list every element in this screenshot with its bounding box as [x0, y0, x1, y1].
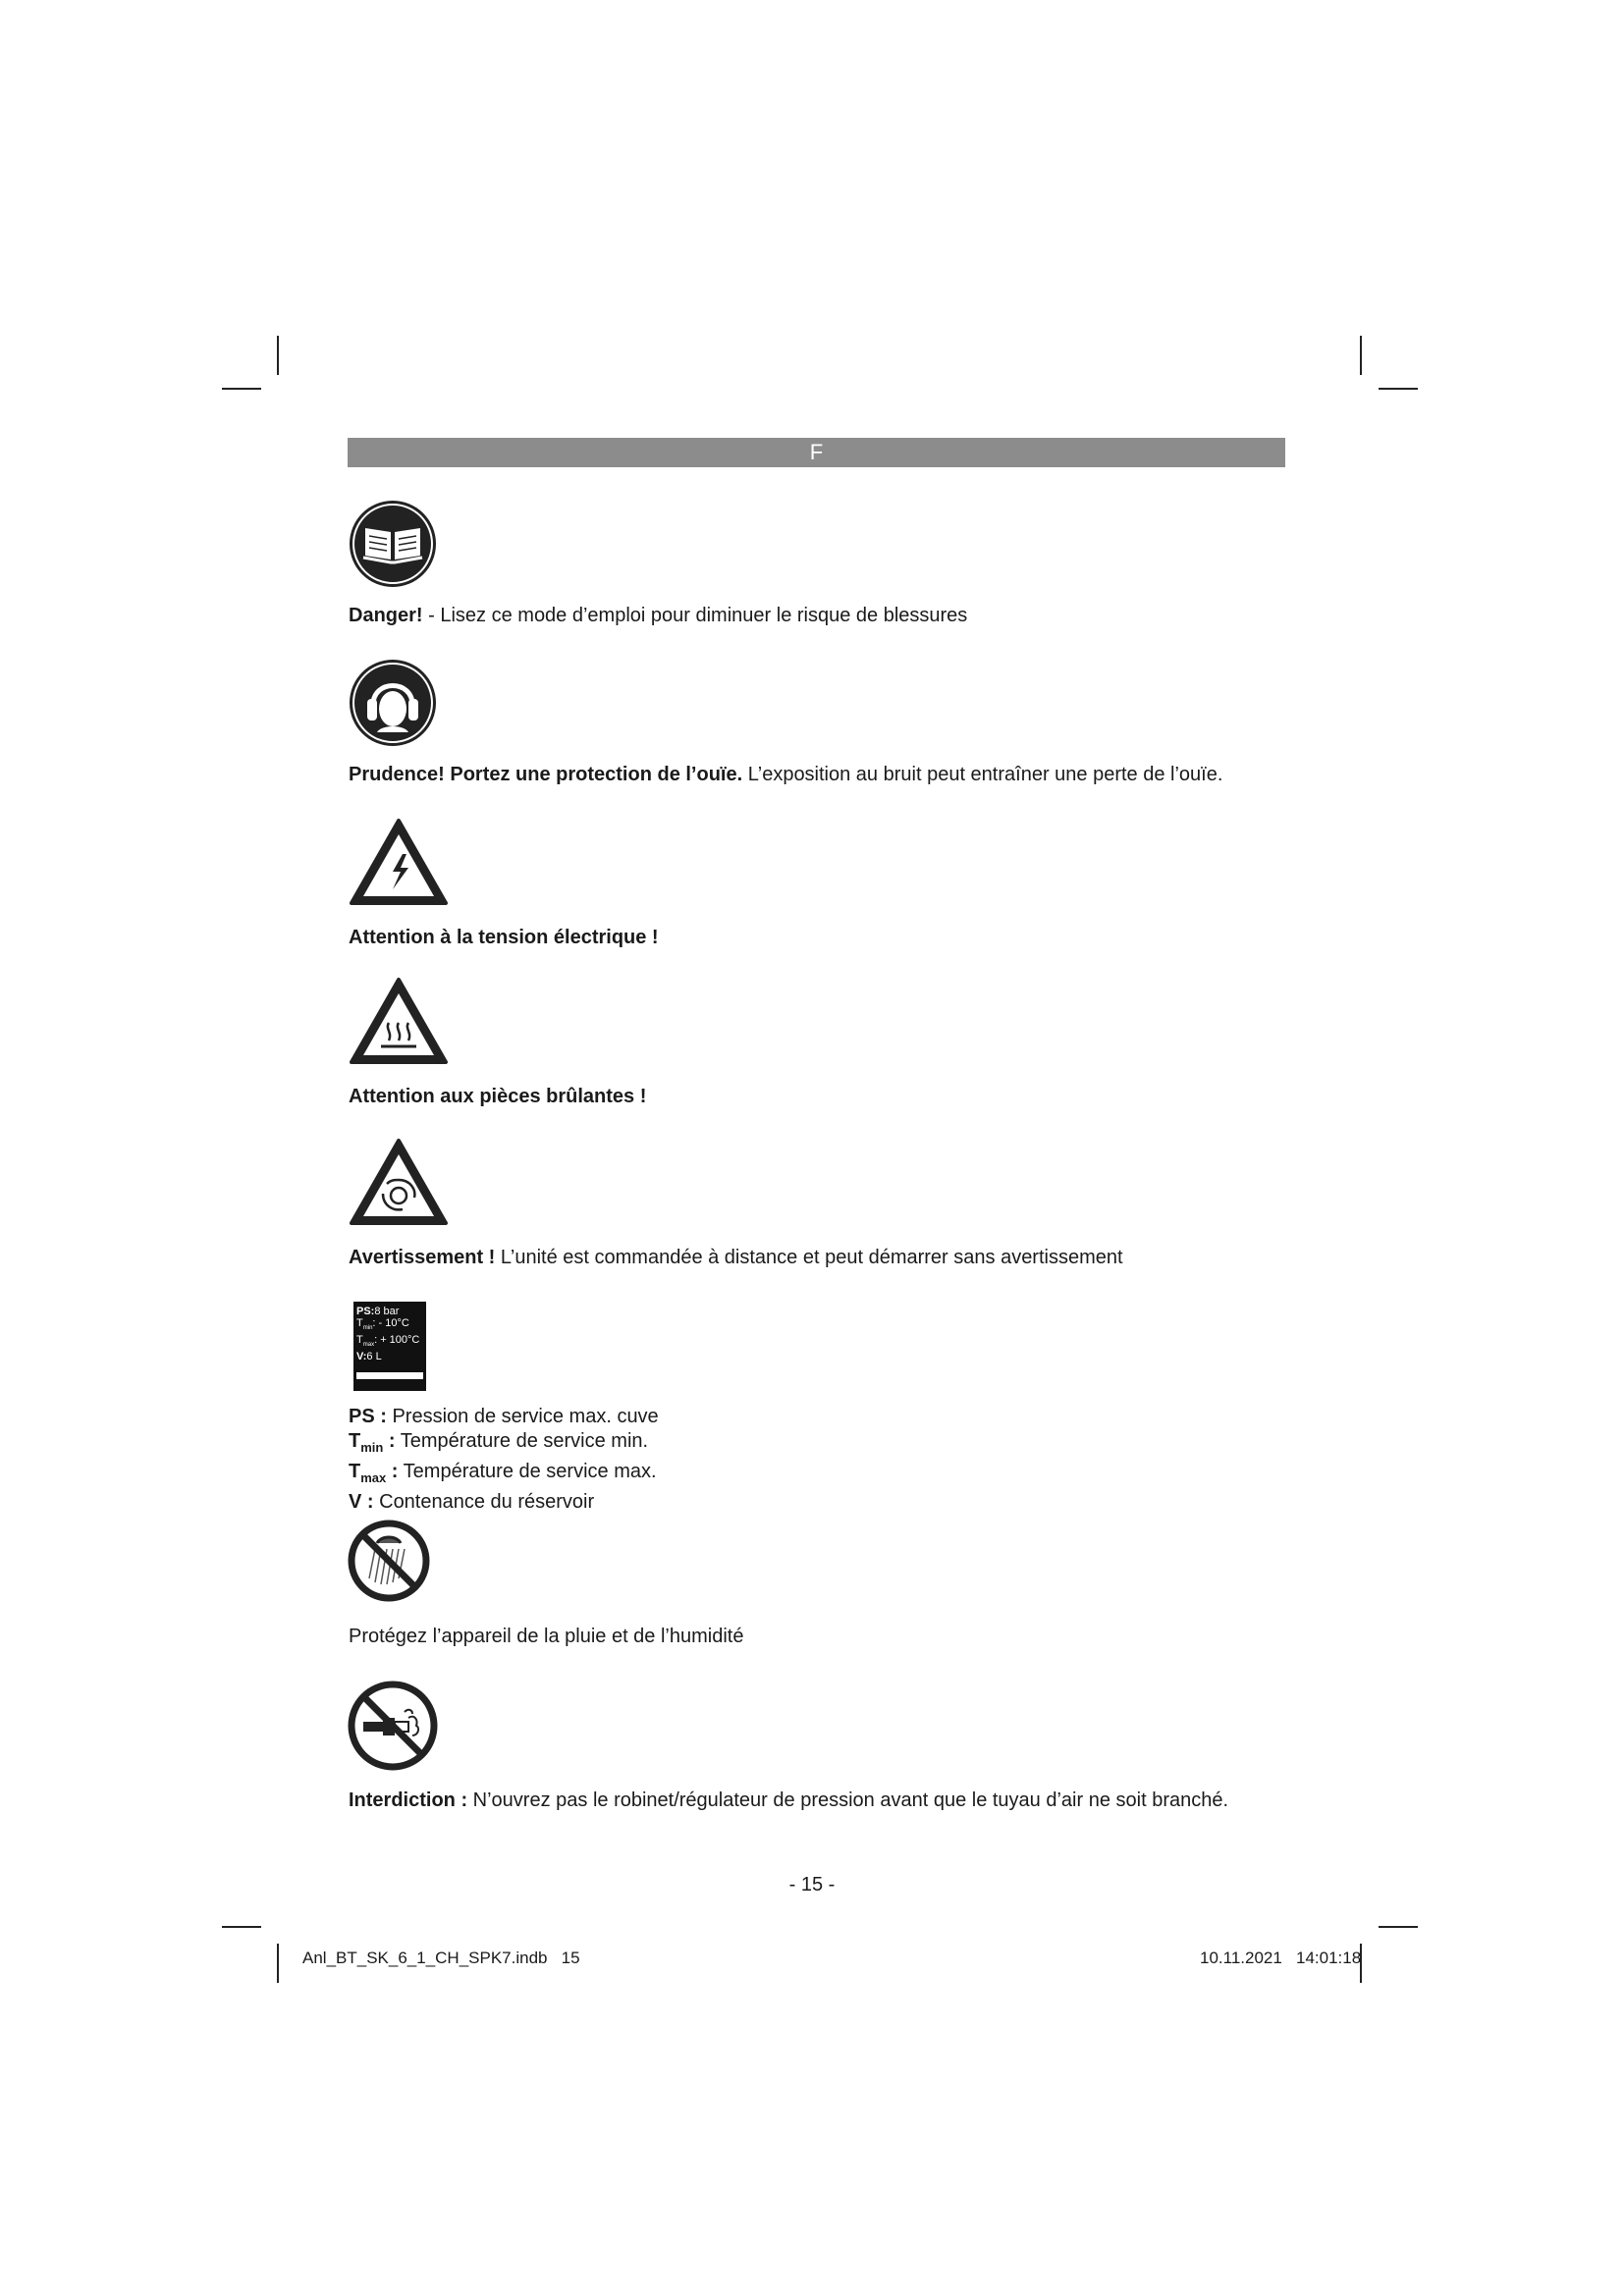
footer-file-name [302, 1949, 580, 1968]
language-header-bar [348, 438, 1285, 467]
caption-lead: Attention aux pièces brûlantes ! [349, 1086, 647, 1107]
caption-text: L’unité est commandée à distance et peut démarrer sans avertissement [495, 1247, 1123, 1268]
plate-tmax-label: T [356, 1334, 363, 1347]
caption-lead: Attention à la tension électrique ! [349, 927, 659, 948]
legend-separator: : [383, 1430, 396, 1452]
symbol-caption [349, 1084, 646, 1109]
caption-text: - Lisez ce mode d’emploi pour diminuer le risque de blessures [422, 605, 968, 626]
legend-subscript: max [360, 1470, 387, 1485]
footer-date-text: 10.11.2021 14:01:18 [1200, 1949, 1362, 1967]
crop-mark [222, 1926, 261, 1928]
crop-mark [277, 1944, 279, 1983]
plate-tmax-value: : + 100°C [374, 1334, 420, 1347]
rating-plate-icon [353, 1302, 426, 1391]
legend-row [349, 1460, 659, 1490]
caption-lead: Avertissement ! [349, 1247, 496, 1268]
rating-plate-legend [349, 1405, 659, 1515]
plate-stripe [356, 1372, 423, 1379]
no-open-valve-icon [348, 1681, 438, 1771]
symbol-caption [349, 925, 659, 950]
footer-date-time [1200, 1949, 1361, 1968]
caption-lead: Prudence! Portez une protection de l’ouïe. [349, 764, 743, 785]
symbol-caption [349, 1624, 743, 1649]
legend-text: Température de service min. [395, 1430, 649, 1452]
legend-symbol: T [349, 1461, 361, 1482]
legend-symbol: T [349, 1430, 361, 1452]
legend-symbol: PS [349, 1406, 375, 1427]
plate-ps-value: 8 bar [374, 1306, 400, 1317]
plate-tmax-sub: max [362, 1342, 375, 1349]
no-rain-icon [348, 1520, 430, 1602]
caption-text: N’ouvrez pas le robinet/régulateur de pression avant que le tuyau d’air ne soit branché. [467, 1789, 1229, 1811]
plate-ps-label: PS: [356, 1306, 375, 1317]
legend-separator: : [361, 1491, 374, 1513]
read-manual-icon [348, 499, 438, 589]
caption-text: Protégez l’appareil de la pluie et de l’humidité [349, 1626, 744, 1647]
plate-tmin-sub: min [362, 1325, 373, 1332]
crop-mark [277, 336, 279, 375]
symbol-caption [349, 762, 1222, 787]
plate-v-value: 6 L [366, 1351, 382, 1363]
crop-mark [1379, 1926, 1418, 1928]
symbol-caption [349, 1245, 1123, 1270]
hot-surface-warning-icon [348, 976, 450, 1068]
symbol-caption [349, 603, 967, 628]
plate-tmin-value: : - 10°C [372, 1317, 409, 1329]
electric-voltage-warning-icon [348, 817, 450, 909]
footer-file-text: Anl_BT_SK_6_1_CH_SPK7.indb 15 [302, 1949, 580, 1967]
page-number: - 15 - [788, 1874, 836, 1896]
legend-text: Pression de service max. cuve [386, 1406, 659, 1427]
legend-symbol: V [349, 1491, 362, 1513]
legend-row [349, 1429, 659, 1460]
caption-lead: Interdiction : [349, 1789, 468, 1811]
plate-tmin-label: T [356, 1317, 363, 1329]
legend-row [349, 1405, 659, 1429]
caption-text: L’exposition au bruit peut entraîner une perte de l’ouïe. [742, 764, 1223, 785]
legend-separator: : [374, 1406, 387, 1427]
legend-row [349, 1490, 659, 1515]
language-label: F [809, 440, 824, 464]
crop-mark [1360, 336, 1362, 375]
plate-v-label: V: [356, 1351, 367, 1363]
legend-subscript: min [360, 1440, 384, 1455]
legend-text: Contenance du réservoir [373, 1491, 595, 1513]
legend-text: Température de service max. [398, 1461, 657, 1482]
symbol-caption [349, 1788, 1228, 1813]
hearing-protection-icon [348, 658, 438, 748]
crop-mark [222, 388, 261, 390]
remote-start-warning-icon [348, 1137, 450, 1229]
crop-mark [1379, 388, 1418, 390]
legend-separator: : [386, 1461, 399, 1482]
caption-lead: Danger! [349, 605, 423, 626]
